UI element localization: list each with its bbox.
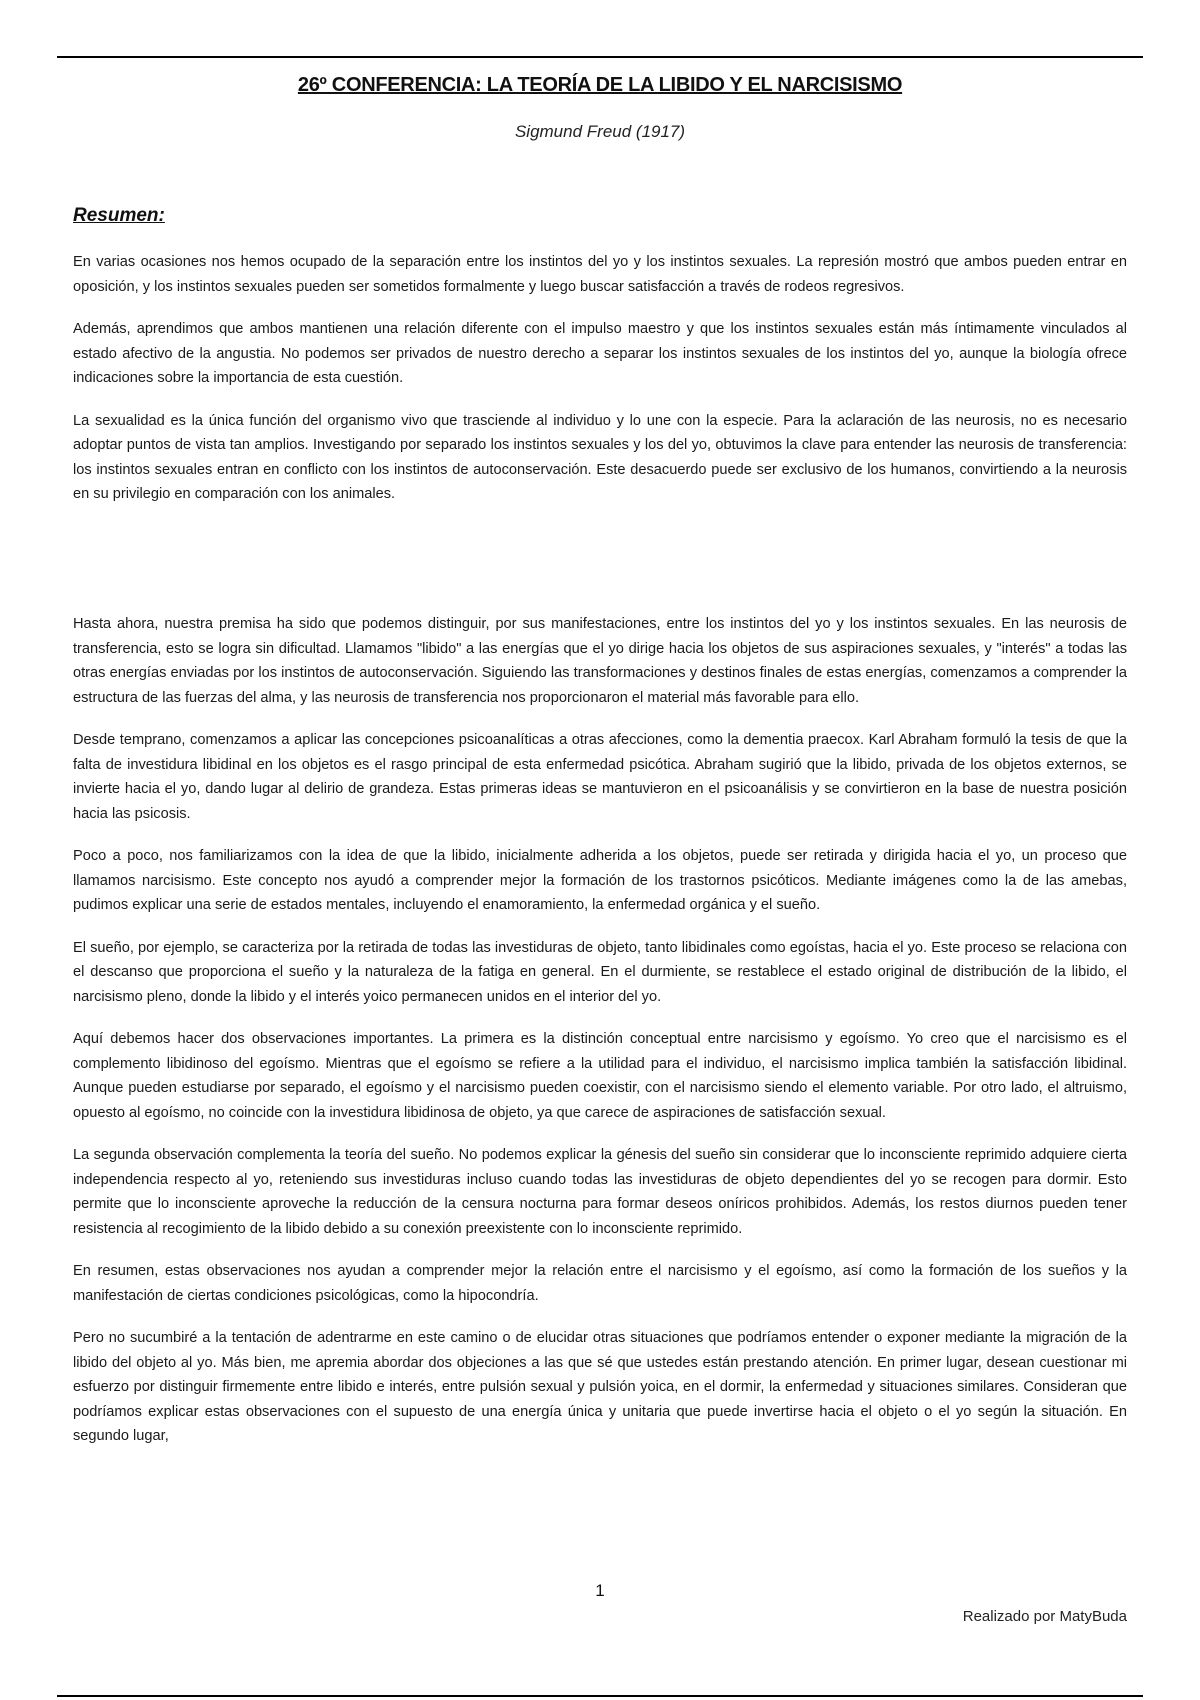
- body-block-1: [73, 250, 1127, 525]
- bottom-rule: [57, 1695, 1143, 1697]
- paragraph: Aquí debemos hacer dos observaciones importantes. La primera es la distinción conceptual entre narcisismo y egoísmo. Yo creo que el narcisismo es el complemento libidinoso del egoísmo. Mientras que el egoísmo se refiere a la utilidad para el individuo, el narcisismo implica también la satisfacción libidinal. Aunque pueden estudiarse por separado, el egoísmo y el narcisismo pueden coexistir, con el narcisismo siendo el elemento variable. Por otro lado, el altruismo, opuesto al egoísmo, no coincide con la investidura libidinosa de objeto, ya que carece de aspiraciones de satisfacción sexual.: [73, 1031, 1127, 1121]
- document-author: Sigmund Freud (1917): [514, 122, 686, 141]
- paragraph: La segunda observación complementa la teoría del sueño. No podemos explicar la génesis del sueño sin considerar que lo inconsciente reprimido adquiere cierta independencia respecto al yo, reteniendo sus investiduras incluso cuando todas las investiduras de objeto dependientes del yo se recogen para dormir. Esto permite que lo inconsciente aproveche la reducción de la censura nocturna para formar deseos oníricos prohibidos. Además, los restos diurnos pueden tener resistencia al recogimiento de la libido debido a su conexión preexistente con lo inconsciente reprimido.: [73, 1147, 1127, 1237]
- section-heading: Resumen:: [73, 205, 165, 226]
- paragraph: Poco a poco, nos familiarizamos con la idea de que la libido, inicialmente adherida a los objetos, puede ser retirada y dirigida hacia el yo, un proceso que llamamos narcisismo. Este concepto nos ayudó a comprender mejor la formación de los trastornos psicóticos. Mediante imágenes como la de las amebas, pudimos explicar una serie de estados mentales, incluyendo el enamoramiento, la enfermedad orgánica y el sueño.: [73, 848, 1127, 913]
- paragraph: El sueño, por ejemplo, se caracteriza por la retirada de todas las investiduras de objeto, tanto libidinales como egoístas, hacia el yo. Este proceso se relaciona con el descanso que proporciona el sueño y la naturaleza de la fatiga en general. En el durmiente, se restablece el estado original de distribución de la libido, el narcisismo pleno, donde la libido y el interés yoico permanecen unidos en el interior del yo.: [73, 939, 1127, 1005]
- body-block-2: [73, 612, 1127, 1467]
- paragraph: Desde temprano, comenzamos a aplicar las concepciones psicoanalíticas a otras afecciones, como la dementia praecox. Karl Abraham formuló la tesis de que la falta de investidura libidinal en los objetos es el rasgo principal de esta enfermedad psicótica. Abraham sugirió que la libido, privada de los objetos externos, se invierte hacia el yo, dando lugar al delirio de grandeza. Estas primeras ideas se mantuvieron en el psicoanálisis y se convirtieron en la base de nuestra posición hacia las psicosis.: [73, 732, 1127, 822]
- paragraph: La sexualidad es la única función del organismo vivo que trasciende al individuo y lo une con la especie. Para la aclaración de las neurosis, no es necesario adoptar puntos de vista tan amplios. Investigando por separado los instintos sexuales y los del yo, obtuvimos la clave para entender las neurosis de transferencia: los instintos sexuales entran en conflicto con los instintos de autoconservación. Este desacuerdo puede ser exclusivo de los humanos, convirtiendo a la neurosis en su privilegio en comparación con los animales.: [73, 412, 1127, 502]
- paragraph: Además, aprendimos que ambos mantienen una relación diferente con el impulso maestro y que los instintos sexuales están más íntimamente vinculados al estado afectivo de la angustia. No podemos ser privados de nuestro derecho a separar los instintos sexuales de los instintos del yo, aunque la biología ofrece indicaciones sobre la importancia de esta cuestión.: [73, 321, 1127, 386]
- paragraph: En varias ocasiones nos hemos ocupado de la separación entre los instintos del yo y los instintos sexuales. La represión mostró que ambos pueden entrar en oposición, y los instintos sexuales pueden ser sometidos formalmente y luego buscar satisfacción a través de rodeos regresivos.: [73, 254, 1127, 295]
- top-rule: [57, 56, 1143, 58]
- paragraph: Pero no sucumbiré a la tentación de adentrarme en este camino o de elucidar otras situaciones que podríamos entender o exponer mediante la migración de la libido del objeto al yo. Más bien, me apremia abordar dos objeciones a las que sé que ustedes están prestando atención. En primer lugar, desean cuestionar mi esfuerzo por distinguir firmemente entre libido e interés, entre pulsión sexual y pulsión yoica, en el dormir, la enfermedad y situaciones similares. Consideran que podríamos explicar estas observaciones con el supuesto de una energía única y unitaria que puede invertirse hacia el objeto o el yo según la situación. En segundo lugar,: [73, 1330, 1127, 1444]
- document-title: 26º CONFERENCIA: LA TEORÍA DE LA LIBIDO Y EL NARCISISMO: [297, 74, 903, 96]
- author-credit: Realizado por MatyBuda: [962, 1608, 1127, 1625]
- page-number: 1: [595, 1581, 605, 1600]
- paragraph: En resumen, estas observaciones nos ayudan a comprender mejor la relación entre el narcisismo y el egoísmo, así como la formación de los sueños y la manifestación de ciertas condiciones psicológicas, como la hipocondría.: [73, 1263, 1127, 1304]
- paragraph: Hasta ahora, nuestra premisa ha sido que podemos distinguir, por sus manifestaciones, entre los instintos del yo y los instintos sexuales. En las neurosis de transferencia, esto se logra sin dificultad. Llamamos "libido" a las energías que el yo dirige hacia los objetos de sus aspiraciones sexuales, y "interés" a todas las otras energías enviadas por los instintos de autoconservación. Siguiendo las transformaciones y destinos finales de estas energías, comenzamos a comprender la estructura de las fuerzas del alma, y las neurosis de transferencia nos proporcionaron el material más favorable para ello.: [73, 616, 1127, 706]
